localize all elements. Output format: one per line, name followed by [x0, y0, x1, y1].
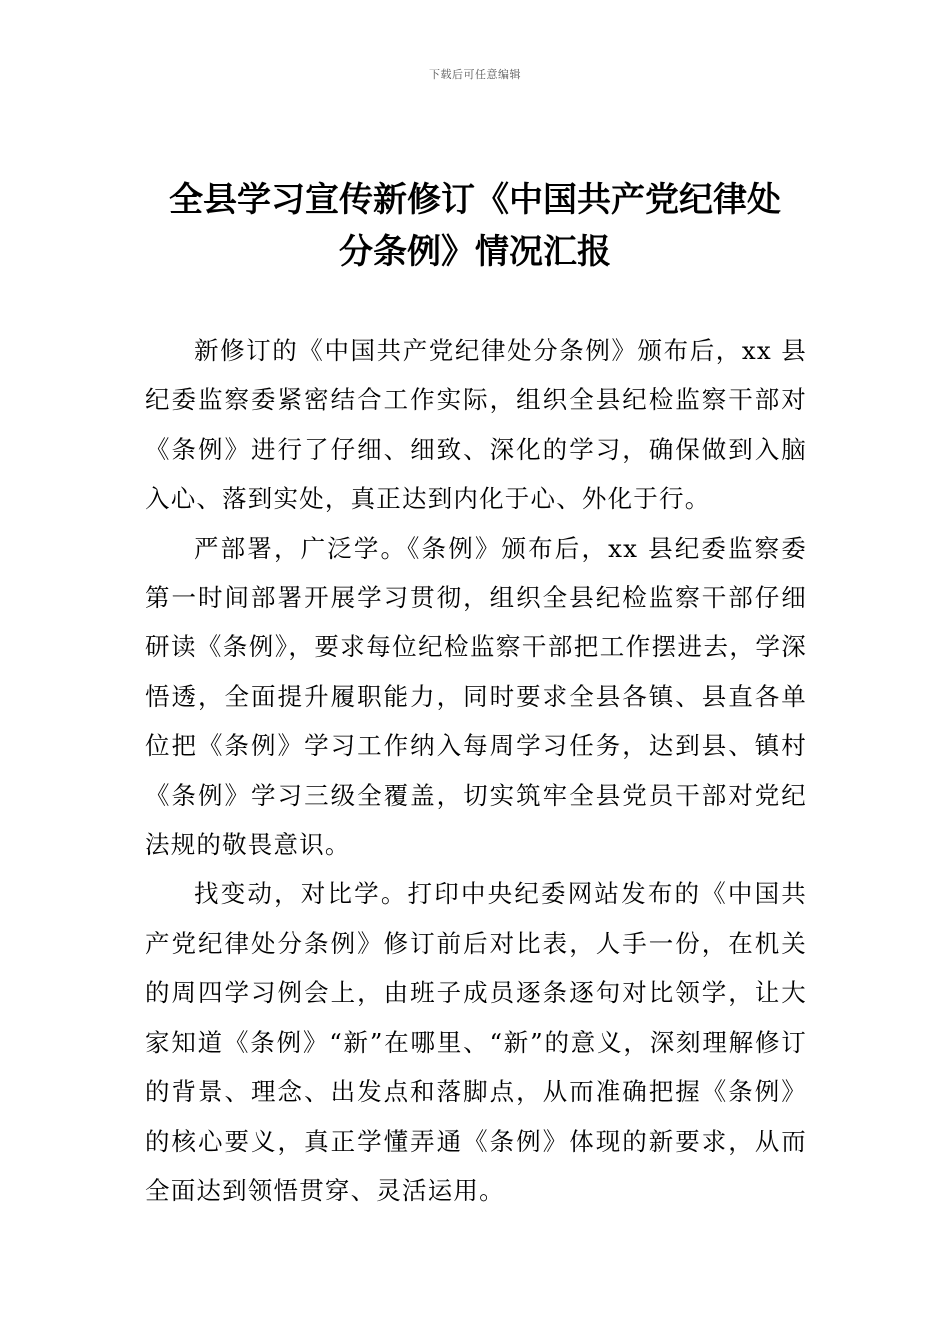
title-line-1: 全县学习宣传新修订《中国共产党纪律处	[169, 180, 781, 220]
document-body	[145, 326, 807, 1215]
paragraph-comparison: 找变动，对比学。打印中央纪委网站发布的《中国共产党纪律处分条例》修订前后对比表，人手一份，在机关的周四学习例会上，由班子成员逐条逐句对比领学，让大家知道《条例》“新”在哪里、“新”的意义，深刻理解修订的背景、理念、出发点和落脚点，从而准确把握《条例》的核心要义，真正学懂弄通《条例》体现的新要求，从而全面达到领悟贯穿、灵活运用。	[145, 879, 807, 1205]
paragraph-intro: 新修订的《中国共产党纪律处分条例》颁布后，xx 县纪委监察委紧密结合工作实际，组织全县纪检监察干部对《条例》进行了仔细、细致、深化的学习，确保做到入脑入心、落到实处，真正达到内化于心、外化于行。	[145, 336, 807, 514]
title-line-2: 分条例》情况汇报	[339, 232, 611, 272]
document-title	[140, 174, 810, 278]
paragraph-deployment: 严部署，广泛学。《条例》颁布后，xx 县纪委监察委第一时间部署开展学习贯彻，组织全县纪检监察干部仔细研读《条例》，要求每位纪检监察干部把工作摆进去，学深悟透，全面提升履职能力，同时要求全县各镇、县直各单位把《条例》学习工作纳入每周学习任务，达到县、镇村《条例》学习三级全覆盖，切实筑牢全县党员干部对党纪法规的敬畏意识。	[145, 533, 807, 860]
header-note: 下载后可任意编辑	[429, 68, 521, 81]
